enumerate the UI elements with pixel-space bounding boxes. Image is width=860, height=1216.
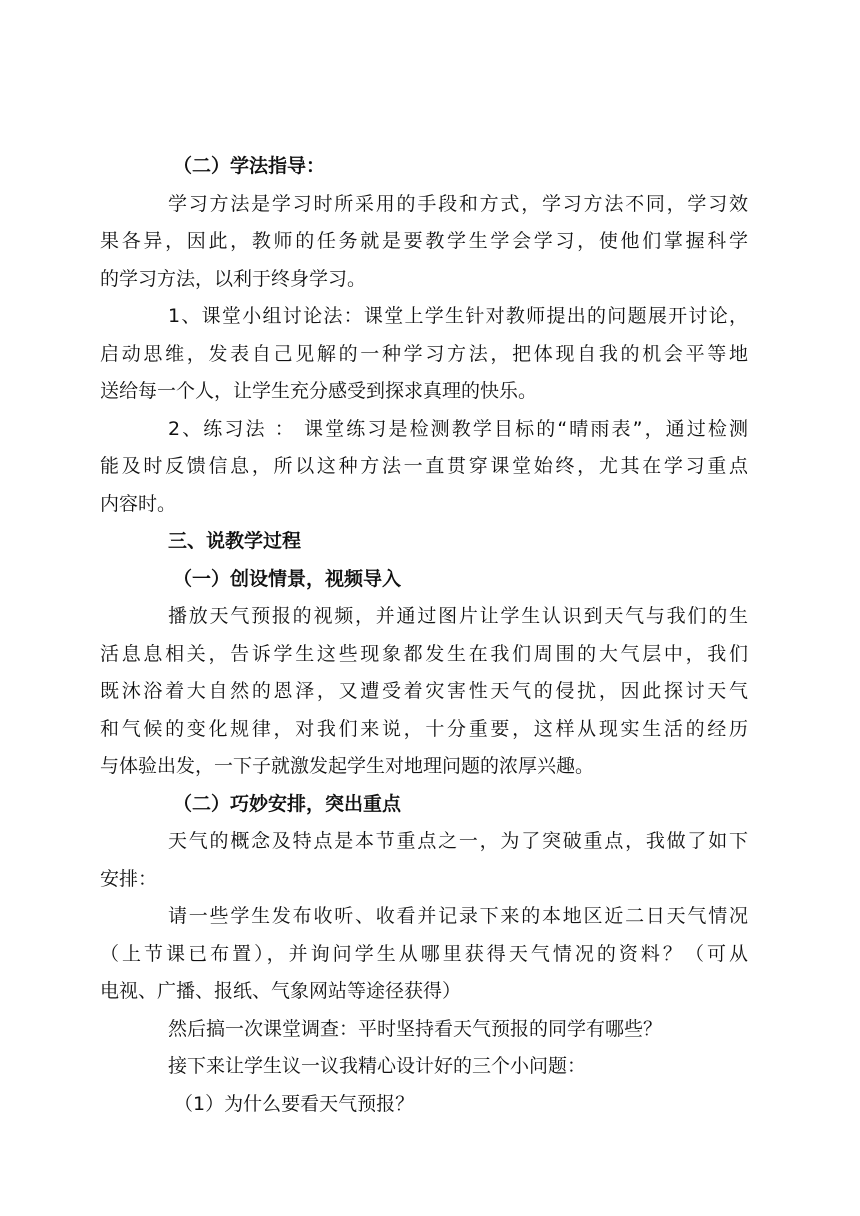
- paragraph-line: 既沐浴着大自然的恩泽，又遭受着灾害性天气的侵扰，因此探讨天气: [100, 680, 748, 702]
- paragraph-line: 然后搞一次课堂调查：平时坚持看天气预报的同学有哪些？: [168, 1017, 663, 1040]
- paragraph-line: （上节课已布置），并询问学生从哪里获得天气情况的资料？（可从: [100, 942, 748, 965]
- paragraph-line: 学习方法是学习时所采用的手段和方式，学习方法不同，学习效: [168, 192, 748, 215]
- paragraph-line: 2、练习法 ： 课堂练习是检测教学目标的“晴雨表”，通过检测: [168, 417, 748, 440]
- subsection-heading-2: （二）巧妙安排，突出重点: [173, 792, 402, 815]
- paragraph-line: 和气候的变化规律，对我们来说，十分重要，这样从现实生活的经历: [100, 717, 748, 740]
- paragraph-line: 能及时反馈信息，所以这种方法一直贯穿课堂始终，尤其在学习重点: [100, 455, 748, 477]
- document-body: [100, 148, 748, 1123]
- question-item: （1）为什么要看天气预报？: [174, 1092, 415, 1115]
- paragraph-line: 电视、广播、报纸、气象网站等途径获得）: [100, 980, 462, 1002]
- paragraph-line: 的学习方法，以利于终身学习。: [100, 267, 367, 290]
- paragraph-line: 安排：: [100, 867, 158, 890]
- paragraph-line: 送给每一个人，让学生充分感受到探求真理的快乐。: [100, 380, 538, 402]
- paragraph-line: 启动思维，发表自己见解的一种学习方法，把体现自我的机会平等地: [100, 342, 748, 365]
- paragraph-line: 请一些学生发布收听、收看并记录下来的本地区近二日天气情况: [168, 905, 748, 927]
- paragraph-line: 天气的概念及特点是本节重点之一，为了突破重点，我做了如下: [168, 830, 748, 852]
- paragraph-line: 内容时。: [100, 492, 177, 515]
- paragraph-line: 果各异，因此，教师的任务就是要教学生学会学习，使他们掌握科学: [100, 230, 748, 252]
- paragraph-line: 活息息相关，告诉学生这些现象都发生在我们周围的大气层中，我们: [100, 642, 748, 665]
- subsection-heading-1: （一）创设情景，视频导入: [173, 567, 402, 590]
- paragraph-line: 接下来让学生议一议我精心设计好的三个小问题：: [168, 1055, 587, 1077]
- paragraph-line: 播放天气预报的视频，并通过图片让学生认识到天气与我们的生: [168, 605, 748, 627]
- section-heading-xuefa: （二）学法指导：: [173, 155, 326, 177]
- paragraph-line: 1、课堂小组讨论法：课堂上学生针对教师提出的问题展开讨论，: [168, 305, 748, 327]
- section-heading-process: 三、说教学过程: [168, 530, 302, 552]
- paragraph-line: 与体验出发，一下子就激发起学生对地理问题的浓厚兴趣。: [100, 755, 595, 777]
